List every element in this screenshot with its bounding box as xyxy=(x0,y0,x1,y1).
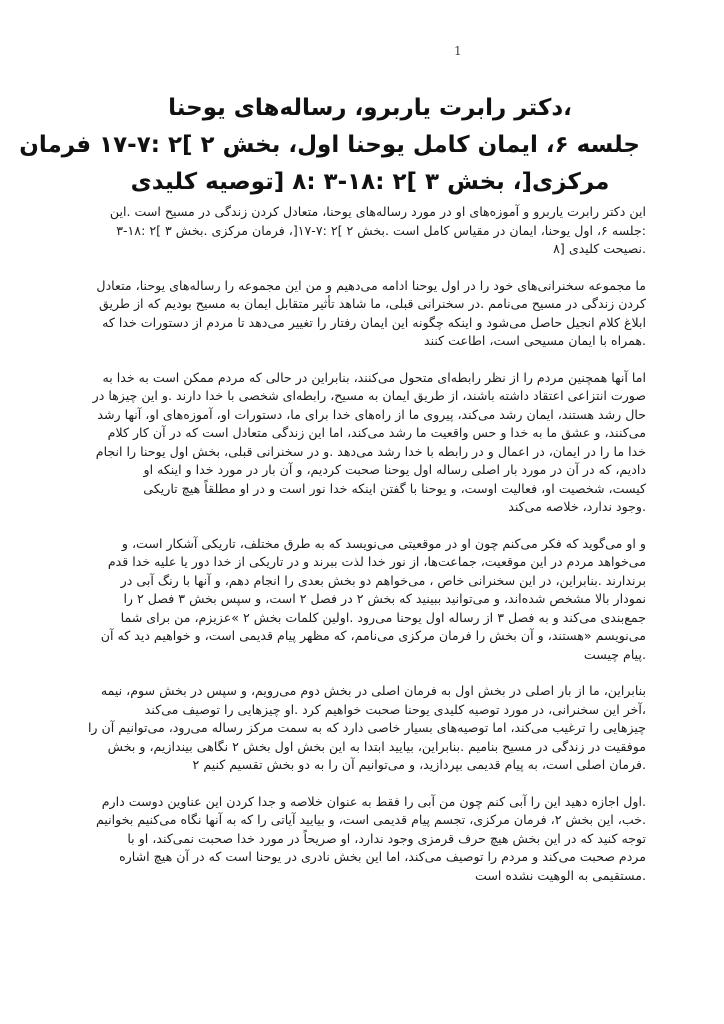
paragraph-3 xyxy=(86,369,646,517)
paragraph-4 xyxy=(86,535,646,665)
text-line: .فرمان اصلی است، به پیام قدیمی بپردازید، و می‌توانیم آن را به دو بخش تقسیم کنیم ۲ xyxy=(192,757,646,772)
text-line: و او می‌گوید که فکر می‌کنم چون او در موقعیتی می‌نویسد که به طرق مختلف، تاریکی آشکار است، و xyxy=(121,535,646,551)
paragraph-intro xyxy=(86,203,646,259)
text-line: :جلسه ۶، اول یوحنا، ایمان در مقیاس کامل است .بخش ۲ ]۲ :۷-۱۷[، فرمان مرکزی .بخش ۳ ]۲ :۱۸-۳ xyxy=(116,222,646,238)
paragraph-2 xyxy=(86,277,646,351)
title-line: جلسه ۶، ایمان کامل یوحنا اول، بخش ۲ ]۲ :۷-۱۷ فرمان xyxy=(19,132,640,158)
text-line: دادیم، که در آن در مورد بار اصلی رساله اول یوحنا صحبت کردیم، و آن بار در مورد خدا و اینکه او xyxy=(143,462,646,477)
text-line: بنابراین، ما از بار اصلی در بخش اول به فرمان اصلی در بخش دوم می‌رویم، و سپس در بخش سوم، نیمه xyxy=(100,683,646,698)
text-line: .اول اجازه دهید این را آبی کنم چون من آبی را فقط به عنوان خلاصه و جدا کردن این عناوین دوست دارم xyxy=(101,793,646,809)
text-line: می‌خواهد مردم در این موقعیت، جماعت‌ها، از نور خدا لذت ببرند و در تاریکی از خدا دور یا علیه خدا قدم xyxy=(107,554,646,569)
text-line: توجه کنید که در این بخش هیچ حرف قرمزی وجود ندارد، او صریحاً در مورد خدا صحبت نمی‌کند، او با xyxy=(127,830,646,846)
paragraph-6 xyxy=(86,793,646,886)
text-line: .خب، این بخش ۲، فرمان مرکزی، تجسم پیام قدیمی است، و بیایید آیاتی را که به آنها نگاه می‌کنیم بخوانیم xyxy=(96,812,646,827)
text-line: مردم صحبت می‌کند و مردم را توصیف می‌کند، اما این بخش نادری در یوحنا است که در آن هیچ اشاره xyxy=(119,849,646,864)
text-line: کیست، شخصیت او، فعالیت اوست، و یوحنا با گفتن اینکه خدا نور است و در او مطلقاً هیچ تاریکی xyxy=(143,480,646,496)
text-line: صورت انتزاعی اعتقاد داشته باشند، از طریق ایمان به مسیح، رابطه‌ای شخصی با خدا دارند .و این چیزها در xyxy=(92,388,646,403)
text-line: برندارند .بنابراین، در این سخنرانی خاص ، می‌خواهم دو بخش بعدی را انجام دهم، و آنها با رنگ آبی در xyxy=(120,572,646,588)
document-body xyxy=(86,203,646,903)
text-line: می‌کنند، و عشق ما به خدا و حس واقعیت ما رشد می‌کند، اما این زندگی متعادل است که در آن کار کلام xyxy=(107,425,646,440)
text-line: چیزهایی را ترغیب می‌کند، اما توصیه‌های بسیار خاصی دارد که به سمت مرکز رساله می‌رود، می‌توانیم آن را xyxy=(87,720,646,735)
text-line: .همراه با ایمان مسیحی است، اطاعت کنند xyxy=(423,333,646,348)
text-line: می‌نویسم «هستند، و آن بخش را فرمان مرکزی می‌نامم، که مظهر پیام قدیمی است، و خواهیم دید که آن xyxy=(100,628,646,643)
text-line: جمع‌بندی می‌کند و به فصل ۳ از رساله اول یوحنا می‌رود .اولین کلمات بخش ۲ »عزیزم، من برای شما xyxy=(120,609,646,625)
document-title xyxy=(19,90,640,201)
text-line: موفقیت در زندگی در مسیح بنامیم .بنابراین، بیایید ابتدا به این بخش اول بخش ۲ نگاهی بیندازیم، و بخش xyxy=(107,738,646,754)
text-line: .پیام چیست xyxy=(583,646,646,662)
title-line: ،دکتر رابرت یاربرو، رساله‌های یوحنا xyxy=(168,95,572,121)
paragraph-5 xyxy=(86,682,646,775)
text-line: این دکتر رابرت یاربرو و آموزه‌های او در مورد رساله‌های یوحنا، متعادل کردن زندگی در مسیح است .این xyxy=(109,204,646,219)
text-line: ابلاغ کلام انجیل حاصل می‌شود و اینکه چگونه این ایمان رفتار را تغییر می‌دهد تا مردم از دستورات خدا که xyxy=(102,314,646,330)
text-line: .نصیحت کلیدی [۸ xyxy=(553,241,646,256)
text-line: .وجود ندارد، خلاصه می‌کند xyxy=(508,499,646,514)
text-line: حال رشد هستند، ایمان رشد می‌کند، پیروی ما از راه‌های خدا برای ما، دستورات او، آموزه‌های او، آنها رشد xyxy=(97,406,646,422)
text-line: اما آنها همچنین مردم را از نظر رابطه‌ای متحول می‌کنند، بنابراین در حالی که مردم ممکن است به خدا به xyxy=(102,369,646,385)
text-line: ما مجموعه سخنرانی‌های خود را در اول یوحنا ادامه می‌دهیم و من این مجموعه را رساله‌های یوحنا، متعادل xyxy=(96,277,646,293)
text-line: .مستقیمی به الوهیت نشده است xyxy=(474,867,646,883)
text-line: ،آخر این سخنرانی، در مورد توصیه کلیدی یوحنا صحبت خواهیم کرد .او چیزهایی را توصیف می‌کند xyxy=(144,701,646,717)
text-line: کردن زندگی در مسیح می‌نامم .در سخنرانی قبلی، ما شاهد تأثیر متقابل ایمان به مسیح بودیم که از طریق xyxy=(98,296,646,311)
text-line: خدا ما را در ایمان، در اعمال و در رابطه با خدا رشد می‌دهد .و در سخنرانی قبلی، بخش اول یوحنا را انجام xyxy=(95,443,646,459)
page-number: 1 xyxy=(454,44,462,58)
title-line: مرکزی[، بخش ۳ ]۲ :۱۸-۳ :۸ [توصیه کلیدی xyxy=(130,169,610,195)
text-line: نمودار بالا مشخص شده‌اند، و می‌توانید ببینید که بخش ۲ در فصل ۲ است، و سپس بخش ۳ فصل ۲ را xyxy=(123,591,646,606)
